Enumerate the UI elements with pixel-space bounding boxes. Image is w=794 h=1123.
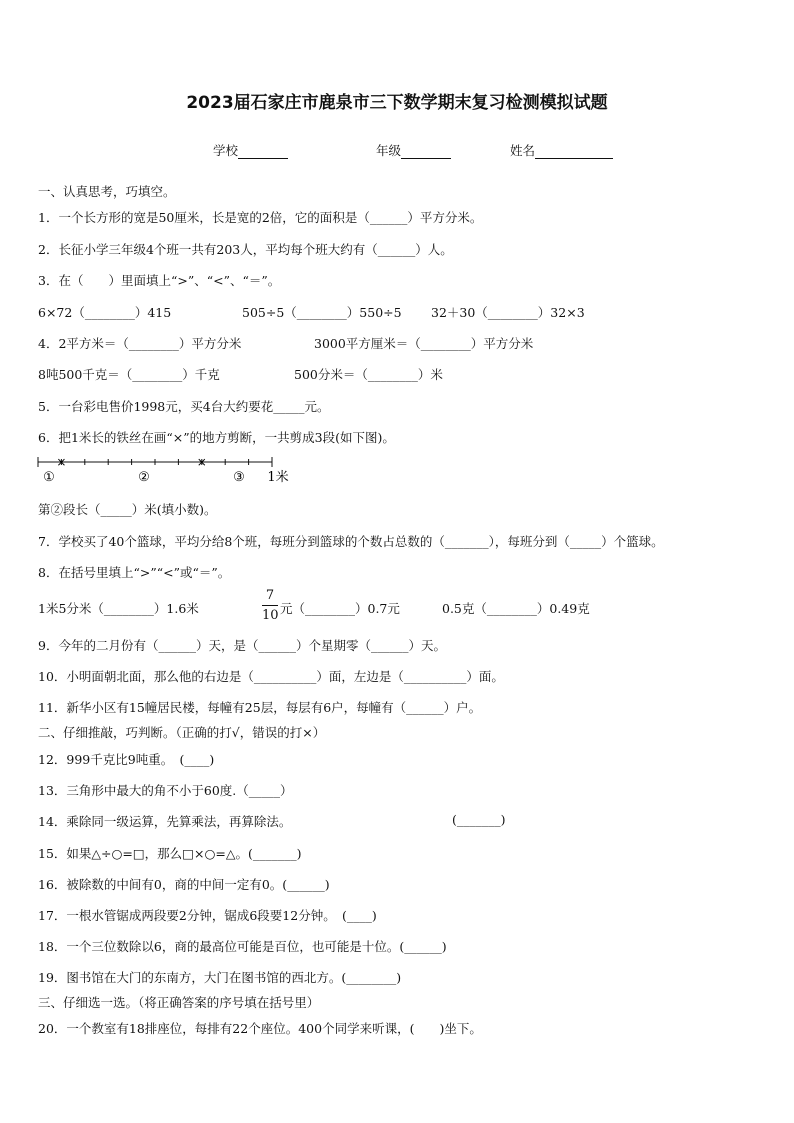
question-3b: 505÷5（________）550÷5	[242, 305, 402, 320]
question-4c: 8吨500千克＝（________）千克	[38, 367, 220, 382]
question-11: 11．新华小区有15幢居民楼，每幢有25层，每层有6户，每幢有（______）户。	[38, 700, 482, 715]
question-5: 5．一台彩电售价1998元，买4台大约要花_____元。	[38, 399, 330, 414]
section-2-heading: 二、仔细推敲，巧判断。（正确的打√，错误的打×）	[38, 725, 326, 740]
question-9: 9．今年的二月份有（______）天，是（______）个星期零（______）天。	[38, 638, 446, 653]
fraction-numerator: 7	[265, 588, 275, 603]
question-6: 6．把1米长的铁丝在画“×”的地方剪断，一共剪成3段(如下图)。	[38, 430, 395, 445]
fraction-bar	[262, 605, 278, 606]
ruler-end-label: 1米	[267, 470, 289, 485]
section-1-heading: 一、认真思考，巧填空。	[38, 184, 176, 199]
cut-mark: ×	[196, 455, 207, 469]
school-blank[interactable]	[238, 145, 288, 159]
question-12: 12．999千克比9吨重。 (____)	[38, 752, 215, 767]
question-3a: 6×72（________）415	[38, 305, 172, 320]
fraction-denominator: 10	[262, 608, 279, 623]
question-18: 18．一个三位数除以6，商的最高位可能是百位，也可能是十位。(______)	[38, 939, 447, 954]
page-title: 2023届石家庄市鹿泉市三下数学期末复习检测模拟试题	[186, 93, 608, 113]
question-2: 2．长征小学三年级4个班一共有203人，平均每个班大约有（______）人。	[38, 242, 453, 257]
segment-label-3: ③	[233, 470, 245, 485]
name-blank[interactable]	[535, 145, 613, 159]
question-8b: 元（________）0.7元	[280, 601, 400, 616]
question-6b: 第②段长（_____）米(填小数)。	[38, 502, 217, 517]
question-13: 13．三角形中最大的角不小于60度.（_____）	[38, 783, 293, 798]
question-4a: 4．2平方米＝（________）平方分米	[38, 336, 242, 351]
cut-mark: ×	[56, 455, 67, 469]
question-14: 14．乘除同一级运算，先算乘法，再算除法。	[38, 814, 292, 829]
question-10: 10．小明面朝北面，那么他的右边是（__________）面，左边是（__________）面。	[38, 669, 504, 684]
question-3: 3．在（ ）里面填上“>”、“<”、“＝”。	[38, 273, 281, 288]
segment-label-1: ①	[43, 470, 55, 485]
fraction-seven-tenths	[262, 588, 278, 623]
question-4b: 3000平方厘米＝（________）平方分米	[314, 336, 534, 351]
grade-blank[interactable]	[401, 145, 451, 159]
question-16: 16．被除数的中间有0，商的中间一定有0。(______)	[38, 877, 330, 892]
question-7: 7．学校买了40个篮球，平均分给8个班，每班分到篮球的个数占总数的（_______），每班分到（_____）个篮球。	[38, 534, 664, 549]
question-8c: 0.5克（________）0.49克	[442, 601, 590, 616]
name-field[interactable]: 姓名	[510, 141, 613, 159]
ruler-diagram	[34, 452, 304, 486]
question-15: 15．如果△÷○=□，那么□×○=△。(_______)	[38, 846, 302, 861]
section-3-heading: 三、仔细选一选。（将正确答案的序号填在括号里）	[38, 995, 320, 1010]
school-field[interactable]: 学校	[213, 141, 288, 159]
question-8a: 1米5分米（________）1.6米	[38, 601, 199, 616]
question-3c: 32＋30（________）32×3	[431, 305, 585, 320]
question-14-answer: (_______)	[452, 812, 506, 827]
grade-field[interactable]: 年级	[376, 141, 451, 159]
question-4d: 500分米＝（________）米	[294, 367, 443, 382]
question-20: 20．一个教室有18排座位，每排有22个座位。400个同学来听课，( )坐下。	[38, 1021, 482, 1036]
question-19: 19．图书馆在大门的东南方，大门在图书馆的西北方。(________)	[38, 970, 402, 985]
question-8: 8．在括号里填上“>”“<”或“＝”。	[38, 565, 231, 580]
segment-label-2: ②	[138, 470, 150, 485]
question-17: 17．一根水管锯成两段要2分钟，锯成6段要12分钟。 (____)	[38, 908, 377, 923]
question-1: 1．一个长方形的宽是50厘米，长是宽的2倍，它的面积是（______）平方分米。	[38, 210, 483, 225]
